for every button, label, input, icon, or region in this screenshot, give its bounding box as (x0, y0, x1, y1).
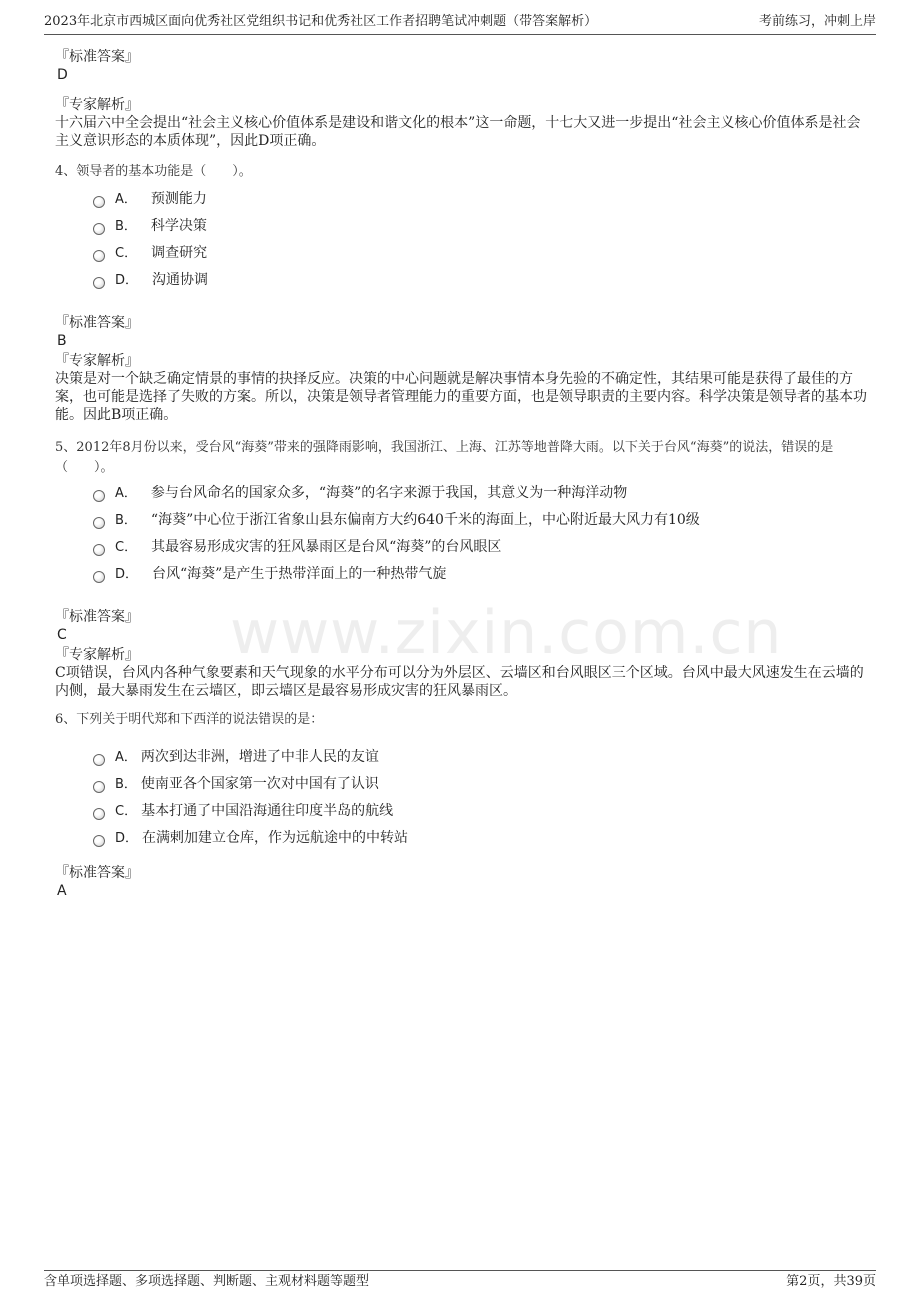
analysis-text: 十六届六中全会提出“社会主义核心价值体系是建设和谐文化的根本”这一命题，十七大又进一步提出“社会主义核心价值体系是社会主义意识形态的本质体现”，因此D项正确。 (55, 115, 861, 149)
radio-icon[interactable] (93, 517, 105, 529)
answer-label: 『标准答案』 (55, 609, 139, 625)
option-c[interactable]: C． 基本打通了中国沿海通往印度半岛的航线 (93, 798, 870, 825)
footer-note: 含单项选择题、多项选择题、判断题、主观材料题等题型 (44, 1274, 370, 1289)
page-footer (44, 1270, 876, 1291)
answer-value: C (57, 627, 67, 643)
analysis-text: 决策是对一个缺乏确定情景的事情的抉择反应。决策的中心问题就是解决事情本身先验的不确定性，其结果可能是获得了最佳的方案，也可能是选择了失败的方案。所以，决策是领导者管理能力的重要方面，也是领导职责的主要内容。科学决策是领导者的基本功能。因此B项正确。 (55, 371, 867, 423)
analysis-label: 『专家解析』 (55, 647, 139, 663)
radio-icon[interactable] (93, 490, 105, 502)
answer-value: D (57, 67, 68, 83)
answer-label: 『标准答案』 (55, 315, 139, 331)
analysis-text: C项错误，台风内各种气象要素和天气现象的水平分布可以分为外层区、云墙区和台风眼区三个区域。台风中最大风速发生在云墙的内侧，最大暴雨发生在云墙区，即云墙区是最容易形成灾害的狂风暴雨区。 (55, 665, 864, 699)
option-b[interactable]: B． 科学决策 (93, 213, 870, 240)
question-4-options (93, 186, 870, 294)
page-content (55, 48, 870, 900)
document-title: 2023年北京市西城区面向优秀社区党组织书记和优秀社区工作者招聘笔试冲刺题（带答案解析） (44, 14, 598, 29)
radio-icon[interactable] (93, 835, 105, 847)
question-5-options (93, 480, 870, 588)
page-number: 第2页，共39页 (786, 1274, 876, 1289)
question-6-options (93, 744, 870, 852)
option-d[interactable]: D． 沟通协调 (93, 267, 870, 294)
radio-icon[interactable] (93, 781, 105, 793)
radio-icon[interactable] (93, 277, 105, 289)
radio-icon[interactable] (93, 223, 105, 235)
analysis-label: 『专家解析』 (55, 97, 139, 113)
option-d[interactable]: D． 台风“海葵”是产生于热带洋面上的一种热带气旋 (93, 561, 870, 588)
radio-icon[interactable] (93, 196, 105, 208)
radio-icon[interactable] (93, 250, 105, 262)
radio-icon[interactable] (93, 544, 105, 556)
option-a[interactable]: A． 两次到达非洲，增进了中非人民的友谊 (93, 744, 870, 771)
option-c[interactable]: C． 其最容易形成灾害的狂风暴雨区是台风“海葵”的台风眼区 (93, 534, 870, 561)
option-a[interactable]: A． 预测能力 (93, 186, 870, 213)
header-slogan: 考前练习，冲刺上岸 (758, 14, 876, 29)
option-c[interactable]: C． 调查研究 (93, 240, 870, 267)
option-a[interactable]: A． 参与台风命名的国家众多，“海葵”的名字来源于我国，其意义为一种海洋动物 (93, 480, 870, 507)
question-6: 6、下列关于明代郑和下西洋的说法错误的是： (55, 712, 324, 727)
radio-icon[interactable] (93, 808, 105, 820)
answer-value: B (57, 333, 67, 349)
option-b[interactable]: B． “海葵”中心位于浙江省象山县东偏南方大约640千米的海面上，中心附近最大风力有10级 (93, 507, 870, 534)
answer-label: 『标准答案』 (55, 865, 139, 881)
page-header (44, 12, 876, 35)
question-5: 5、2012年8月份以来，受台风“海葵”带来的强降雨影响，我国浙江、上海、江苏等地普降大雨。以下关于台风“海葵”的说法，错误的是（ ）。 (55, 440, 834, 475)
watermark-text: www.zixin.com.cn (230, 598, 783, 668)
analysis-label: 『专家解析』 (55, 353, 139, 369)
answer-label: 『标准答案』 (55, 49, 139, 65)
answer-value: A (57, 883, 67, 899)
question-4: 4、领导者的基本功能是（ ）。 (55, 164, 252, 179)
radio-icon[interactable] (93, 754, 105, 766)
option-d[interactable]: D． 在满剌加建立仓库，作为远航途中的中转站 (93, 825, 870, 852)
option-b[interactable]: B． 使南亚各个国家第一次对中国有了认识 (93, 771, 870, 798)
radio-icon[interactable] (93, 571, 105, 583)
